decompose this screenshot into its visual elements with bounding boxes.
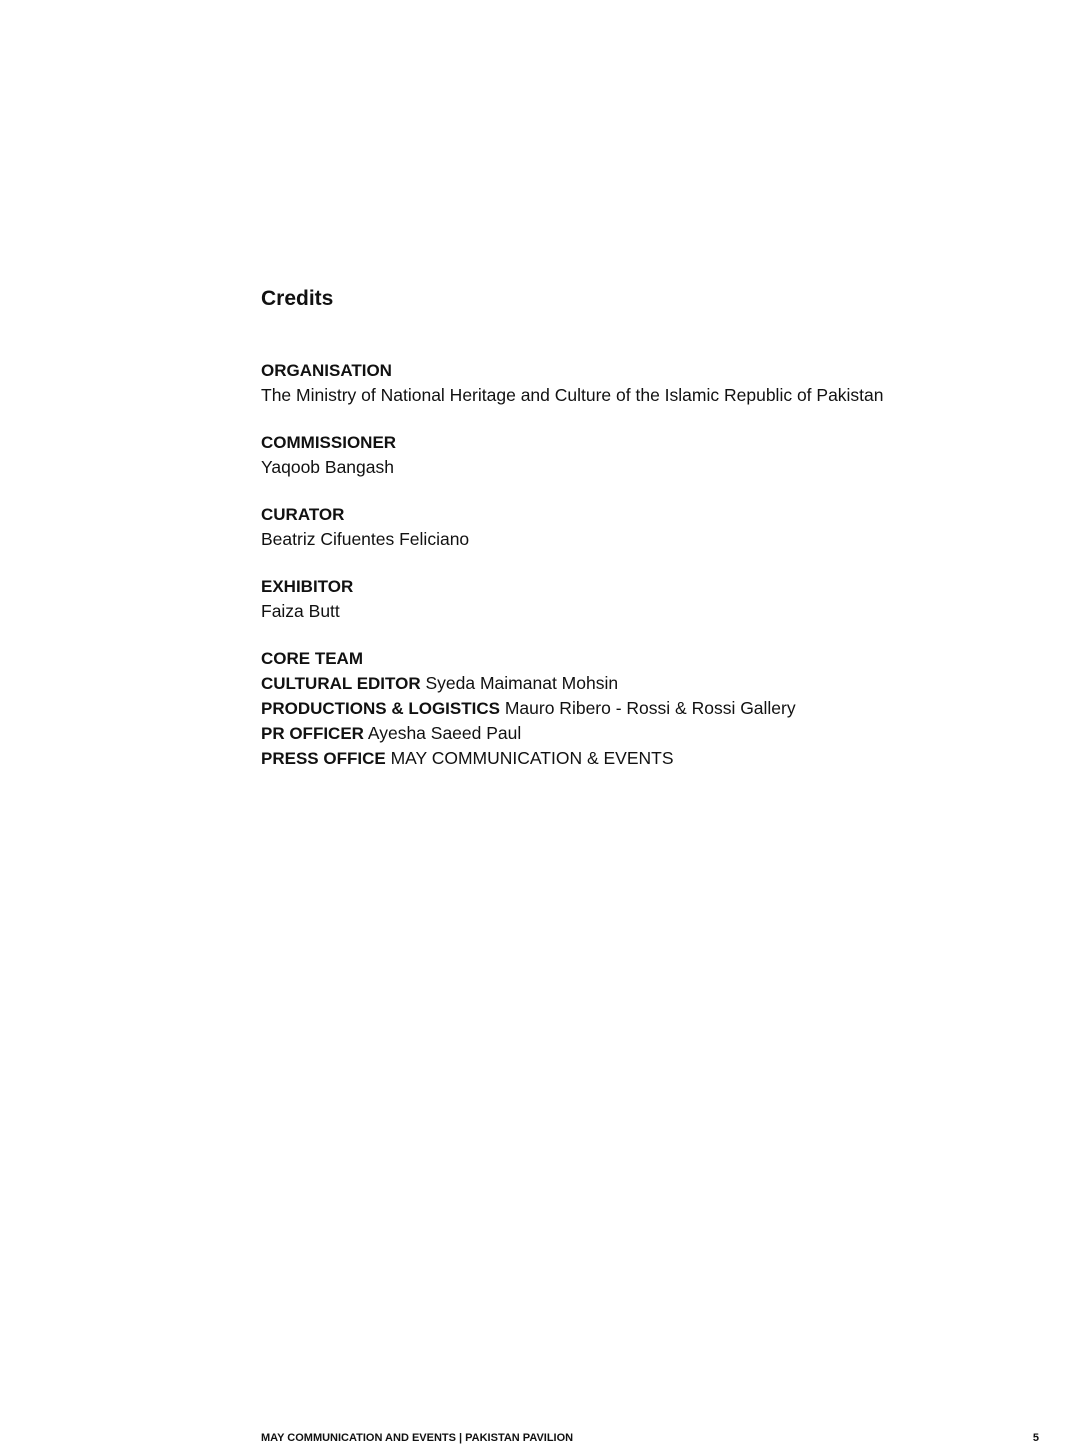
core-team-label: CORE TEAM (261, 649, 363, 668)
credit-value: Beatriz Cifuentes Feliciano (261, 529, 470, 549)
footer-text: MAY COMMUNICATION AND EVENTS | PAKISTAN PAVILION (261, 1432, 574, 1444)
credit-value: Faiza Butt (261, 601, 340, 621)
team-member-name: Ayesha Saeed Paul (367, 723, 522, 743)
team-member-row (261, 746, 1041, 771)
page-footer (261, 1430, 1039, 1446)
credit-value: The Ministry of National Heritage and Culture of the Islamic Republic of Pakistan (261, 385, 884, 405)
credit-label: ORGANISATION (261, 361, 392, 380)
credits-page (261, 283, 1041, 795)
team-member-name: Syeda Maimanat Mohsin (425, 673, 619, 693)
credit-section-curator (261, 503, 1041, 551)
page-title: Credits (261, 287, 334, 310)
team-member-row (261, 721, 1041, 746)
credit-value: Yaqoob Bangash (261, 457, 394, 477)
credit-label: CURATOR (261, 505, 345, 524)
team-member-role: PR OFFICER (261, 724, 364, 743)
team-member-role: PRODUCTIONS & LOGISTICS (261, 699, 500, 718)
credit-section-exhibitor (261, 575, 1041, 623)
team-member-name: MAY COMMUNICATION & EVENTS (390, 748, 674, 768)
credit-section-commissioner (261, 431, 1041, 479)
team-member-role: CULTURAL EDITOR (261, 674, 421, 693)
credit-label: COMMISSIONER (261, 433, 397, 452)
credit-section-core-team (261, 647, 1041, 771)
page-number: 5 (1032, 1432, 1039, 1444)
team-member-row (261, 696, 1041, 721)
credit-section-organisation (261, 359, 1041, 407)
team-member-name: Mauro Ribero - Rossi & Rossi Gallery (504, 698, 796, 718)
team-member-row (261, 671, 1041, 696)
team-member-role: PRESS OFFICE (261, 749, 386, 768)
credit-label: EXHIBITOR (261, 577, 354, 596)
